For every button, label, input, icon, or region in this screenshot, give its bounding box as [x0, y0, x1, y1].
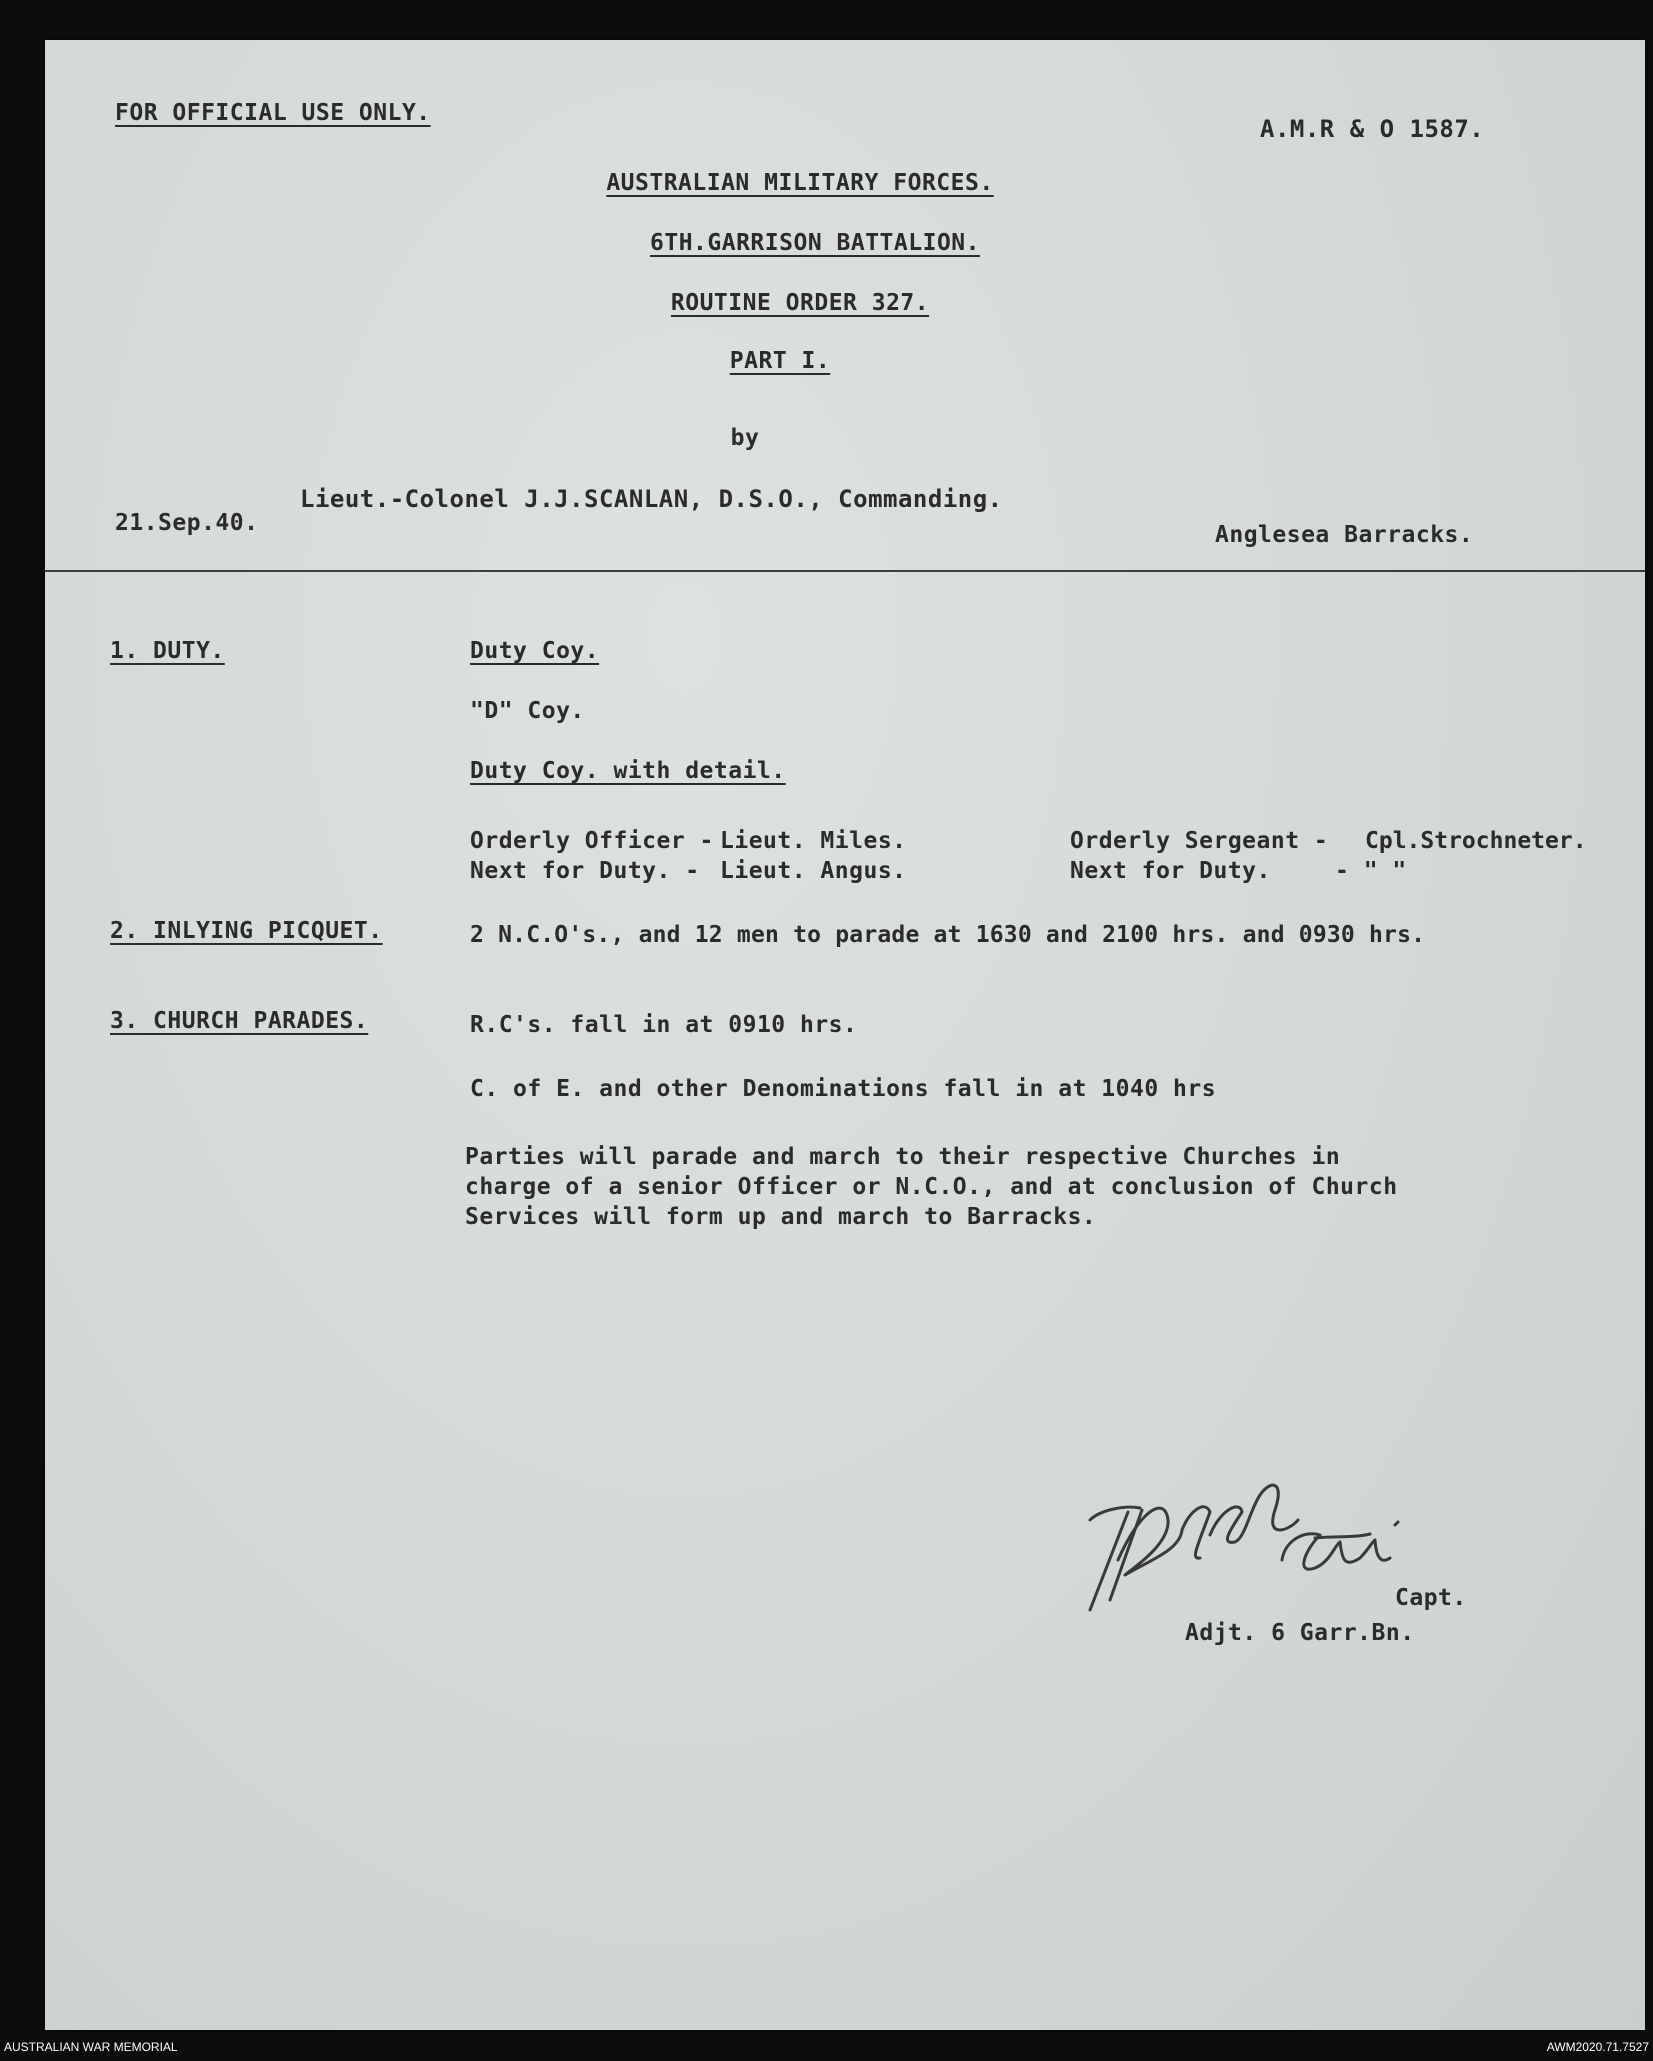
duty-coy-label: Duty Coy. — [470, 638, 600, 664]
orderly-officer-label: Orderly Officer - — [470, 828, 714, 854]
next-duty-label: Next for Duty. - — [470, 858, 700, 884]
footer-accession-number: AWM2020.71.7527 — [1546, 2040, 1649, 2054]
orderly-sergeant-label: Orderly Sergeant - — [1070, 828, 1329, 854]
next-duty-value-2: - " " — [1335, 858, 1407, 884]
order-date: 21.Sep.40. — [115, 510, 259, 536]
church-line-1: R.C's. fall in at 0910 hrs. — [470, 1012, 858, 1038]
header-divider — [45, 570, 1645, 572]
classification-label: FOR OFFICIAL USE ONLY. — [115, 100, 431, 126]
church-para-line-1: Parties will parade and march to their respective Churches in — [465, 1144, 1341, 1170]
item-picquet-heading: 2. INLYING PICQUET. — [110, 918, 383, 944]
signature-rank: Capt. — [1395, 1585, 1467, 1611]
commanding-officer: Lieut.-Colonel J.J.SCANLAN, D.S.O., Commanding. — [300, 485, 1003, 513]
orderly-officer-value: Lieut. Miles. — [720, 828, 907, 854]
order-location: Anglesea Barracks. — [1215, 522, 1474, 548]
by-label: by — [730, 425, 760, 451]
title-part: PART I. — [729, 348, 831, 374]
item-duty-heading: 1. DUTY. — [110, 638, 225, 664]
picquet-text: 2 N.C.O's., and 12 men to parade at 1630 and 2100 hrs. and 0930 hrs. — [470, 922, 1426, 948]
orderly-sergeant-value: Cpl.Strochneter. — [1365, 828, 1587, 854]
item-church-heading: 3. CHURCH PARADES. — [110, 1008, 369, 1034]
church-para-line-2: charge of a senior Officer or N.C.O., and at conclusion of Church — [465, 1174, 1398, 1200]
title-battalion: 6TH.GARRISON BATTALION. — [650, 230, 980, 256]
document-page — [45, 40, 1645, 2030]
next-duty-label-2: Next for Duty. — [1070, 858, 1271, 884]
title-forces: AUSTRALIAN MILITARY FORCES. — [606, 170, 994, 196]
reference-number: A.M.R & O 1587. — [1260, 115, 1485, 143]
duty-detail-label: Duty Coy. with detail. — [470, 758, 786, 784]
signature-appointment: Adjt. 6 Garr.Bn. — [1185, 1620, 1415, 1646]
next-duty-value: Lieut. Angus. — [720, 858, 907, 884]
duty-coy-value: "D" Coy. — [470, 698, 585, 724]
title-routine-order: ROUTINE ORDER 327. — [670, 290, 930, 316]
church-para-line-3: Services will form up and march to Barracks. — [465, 1204, 1097, 1230]
church-line-2: C. of E. and other Denominations fall in at 1040 hrs — [470, 1076, 1217, 1102]
footer-institution: AUSTRALIAN WAR MEMORIAL — [4, 2040, 178, 2054]
